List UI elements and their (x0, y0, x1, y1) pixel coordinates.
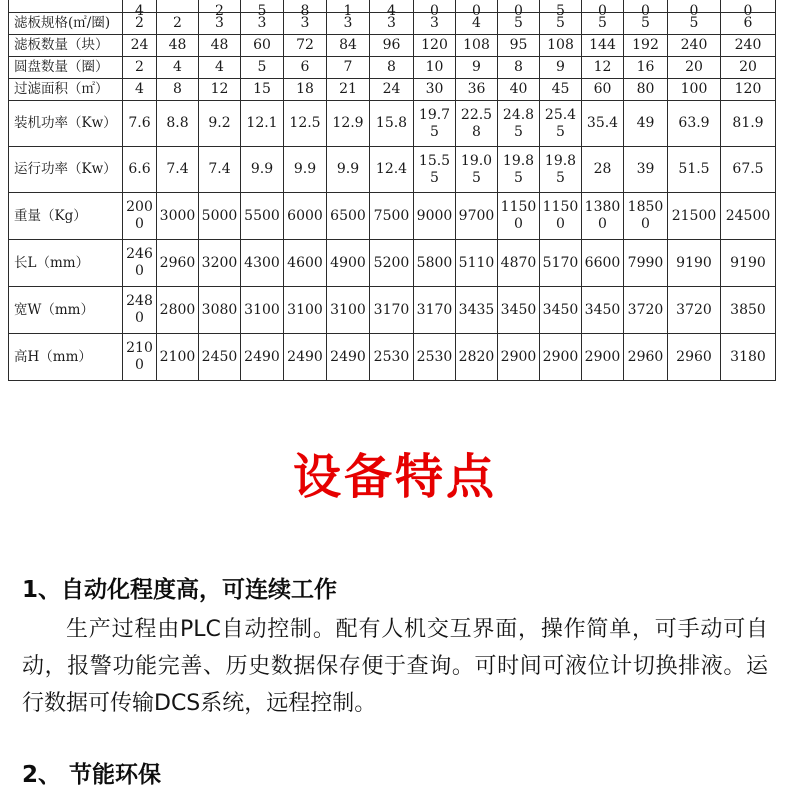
spec-cell: 24 (123, 35, 157, 57)
spec-row-label: 重量（Kg） (9, 193, 123, 240)
spec-cell: 4 (123, 79, 157, 101)
spec-cell: 4 (157, 57, 199, 79)
spec-cell: 8.8 (157, 101, 199, 147)
spec-cell: 7.6 (123, 101, 157, 147)
spec-cell: 35.4 (582, 101, 624, 147)
spec-cell: 5500 (241, 193, 284, 240)
spec-cell: 21500 (668, 193, 721, 240)
spec-row-label: 宽W（mm） (9, 287, 123, 334)
features-title: 设备特点 (292, 449, 497, 505)
spec-row-label: 装机功率（Kw） (9, 101, 123, 147)
spec-cell: 21 (327, 79, 370, 101)
feature-item-automation (22, 575, 768, 722)
spec-cell-clipped: 8 (284, 0, 327, 13)
spec-cell: 2480 (123, 287, 157, 334)
spec-row-label: 高H（mm） (9, 334, 123, 381)
spec-cell: 3450 (540, 287, 582, 334)
spec-cell: 12.4 (370, 147, 414, 193)
spec-cell: 5 (540, 13, 582, 35)
spec-cell: 2530 (414, 334, 456, 381)
spec-cell: 5 (498, 13, 540, 35)
spec-cell: 3450 (498, 287, 540, 334)
spec-cell: 100 (668, 79, 721, 101)
spec-cell: 2100 (123, 334, 157, 381)
spec-cell: 28 (582, 147, 624, 193)
spec-cell: 19.75 (414, 101, 456, 147)
spec-cell: 7.4 (157, 147, 199, 193)
spec-cell: 20 (668, 57, 721, 79)
spec-cell: 80 (624, 79, 668, 101)
spec-cell: 3 (241, 13, 284, 35)
spec-cell: 3 (199, 13, 241, 35)
spec-cell-clipped: 5 (241, 0, 284, 13)
spec-row-label (9, 0, 123, 13)
spec-cell: 12.1 (241, 101, 284, 147)
spec-cell: 2000 (123, 193, 157, 240)
spec-cell: 3100 (284, 287, 327, 334)
spec-cell: 8 (370, 57, 414, 79)
spec-row-label: 圆盘数量（圈） (9, 57, 123, 79)
spec-cell: 3720 (624, 287, 668, 334)
spec-cell: 2820 (456, 334, 498, 381)
spec-cell-clipped: 0 (498, 0, 540, 13)
spec-cell: 19.85 (540, 147, 582, 193)
spec-cell: 6000 (284, 193, 327, 240)
spec-cell: 2490 (327, 334, 370, 381)
spec-cell: 6 (284, 57, 327, 79)
spec-cell: 12.5 (284, 101, 327, 147)
spec-table-row (9, 35, 776, 57)
spec-cell: 36 (456, 79, 498, 101)
spec-cell: 3435 (456, 287, 498, 334)
spec-cell: 240 (668, 35, 721, 57)
spec-cell: 4 (199, 57, 241, 79)
spec-cell: 9 (456, 57, 498, 79)
spec-cell: 72 (284, 35, 327, 57)
spec-cell: 9000 (414, 193, 456, 240)
spec-cell: 2900 (498, 334, 540, 381)
spec-cell-clipped: 0 (414, 0, 456, 13)
spec-cell: 2800 (157, 287, 199, 334)
spec-cell-clipped: 2 (199, 0, 241, 13)
spec-table-row (9, 57, 776, 79)
spec-cell: 96 (370, 35, 414, 57)
spec-cell: 9.9 (241, 147, 284, 193)
spec-row-label: 滤板规格(㎡/圈) (9, 13, 123, 35)
spec-cell: 4600 (284, 240, 327, 287)
spec-table-row (9, 193, 776, 240)
spec-cell: 24.85 (498, 101, 540, 147)
spec-row-label: 过滤面积（㎡） (9, 79, 123, 101)
spec-cell: 48 (157, 35, 199, 57)
spec-cell: 12.9 (327, 101, 370, 147)
spec-cell: 15.55 (414, 147, 456, 193)
spec-cell: 24500 (721, 193, 776, 240)
spec-cell: 240 (721, 35, 776, 57)
spec-table-row (9, 79, 776, 101)
spec-cell: 8 (498, 57, 540, 79)
feature-heading: 1、自动化程度高，可连续工作 (22, 577, 338, 603)
spec-cell: 2460 (123, 240, 157, 287)
spec-cell: 2 (123, 13, 157, 35)
spec-cell-clipped: 5 (540, 0, 582, 13)
spec-cell: 9.9 (284, 147, 327, 193)
spec-cell: 2490 (284, 334, 327, 381)
feature-heading: 2、 节能环保 (22, 762, 162, 788)
spec-cell: 3 (284, 13, 327, 35)
spec-cell: 40 (498, 79, 540, 101)
spec-cell: 2100 (157, 334, 199, 381)
spec-cell-clipped: 0 (456, 0, 498, 13)
spec-cell: 3100 (241, 287, 284, 334)
spec-cell: 4 (456, 13, 498, 35)
spec-cell: 5170 (540, 240, 582, 287)
spec-cell: 6.6 (123, 147, 157, 193)
spec-cell: 51.5 (668, 147, 721, 193)
spec-cell: 3 (327, 13, 370, 35)
spec-cell: 19.05 (456, 147, 498, 193)
spec-cell: 7500 (370, 193, 414, 240)
spec-cell: 3180 (721, 334, 776, 381)
spec-cell: 11500 (498, 193, 540, 240)
spec-cell: 18 (284, 79, 327, 101)
spec-cell: 13800 (582, 193, 624, 240)
spec-cell: 67.5 (721, 147, 776, 193)
spec-cell: 3200 (199, 240, 241, 287)
spec-row-label: 滤板数量（块） (9, 35, 123, 57)
spec-cell: 95 (498, 35, 540, 57)
spec-cell: 20 (721, 57, 776, 79)
spec-table-row (9, 287, 776, 334)
spec-cell-clipped: 4 (370, 0, 414, 13)
spec-cell: 45 (540, 79, 582, 101)
spec-cell: 5110 (456, 240, 498, 287)
spec-cell: 2900 (540, 334, 582, 381)
spec-cell: 2490 (241, 334, 284, 381)
spec-cell-clipped (157, 0, 199, 13)
spec-cell: 9.9 (327, 147, 370, 193)
spec-row-label: 长L（mm） (9, 240, 123, 287)
spec-cell: 6 (721, 13, 776, 35)
spec-cell: 2900 (582, 334, 624, 381)
spec-cell: 24 (370, 79, 414, 101)
spec-cell: 2960 (624, 334, 668, 381)
spec-cell: 19.85 (498, 147, 540, 193)
spec-cell: 5000 (199, 193, 241, 240)
features-section (22, 575, 768, 790)
spec-cell-clipped: 1 (327, 0, 370, 13)
spec-cell: 3 (370, 13, 414, 35)
spec-cell: 3170 (370, 287, 414, 334)
spec-cell: 12 (582, 57, 624, 79)
spec-cell: 9.2 (199, 101, 241, 147)
spec-cell: 2960 (668, 334, 721, 381)
spec-cell: 2450 (199, 334, 241, 381)
spec-cell: 84 (327, 35, 370, 57)
spec-cell: 5 (624, 13, 668, 35)
spec-cell: 5200 (370, 240, 414, 287)
spec-table-row (9, 101, 776, 147)
spec-cell: 7990 (624, 240, 668, 287)
spec-cell: 22.58 (456, 101, 498, 147)
spec-cell: 3100 (327, 287, 370, 334)
spec-cell: 15 (241, 79, 284, 101)
spec-cell: 39 (624, 147, 668, 193)
spec-table-clipped-row (9, 0, 776, 13)
spec-cell: 120 (414, 35, 456, 57)
spec-cell: 9190 (668, 240, 721, 287)
spec-cell: 4870 (498, 240, 540, 287)
spec-cell: 5800 (414, 240, 456, 287)
spec-cell: 60 (241, 35, 284, 57)
spec-cell: 25.45 (540, 101, 582, 147)
spec-cell: 60 (582, 79, 624, 101)
feature-body: 生产过程由PLC自动控制。配有人机交互界面，操作简单，可手动可自动，报警功能完善、历史数据保存便于查询。可时间可液位计切换排液。运行数据可传输DCS系统，远程控制。 (22, 617, 768, 716)
spec-cell: 5 (668, 13, 721, 35)
spec-cell: 18500 (624, 193, 668, 240)
spec-cell: 8 (157, 79, 199, 101)
spec-cell: 3720 (668, 287, 721, 334)
spec-cell: 3000 (157, 193, 199, 240)
spec-cell: 15.8 (370, 101, 414, 147)
spec-table-row (9, 13, 776, 35)
spec-cell: 9190 (721, 240, 776, 287)
spec-cell: 2 (157, 13, 199, 35)
spec-table (8, 0, 776, 381)
spec-cell: 5 (241, 57, 284, 79)
spec-table-row (9, 240, 776, 287)
spec-cell: 120 (721, 79, 776, 101)
spec-cell: 9700 (456, 193, 498, 240)
spec-cell: 49 (624, 101, 668, 147)
spec-cell: 30 (414, 79, 456, 101)
spec-cell: 2530 (370, 334, 414, 381)
spec-row-label: 运行功率（Kw） (9, 147, 123, 193)
spec-cell: 48 (199, 35, 241, 57)
spec-cell: 4300 (241, 240, 284, 287)
spec-cell: 3 (414, 13, 456, 35)
spec-cell: 10 (414, 57, 456, 79)
feature-item-eco (22, 760, 768, 790)
spec-cell: 12 (199, 79, 241, 101)
spec-cell: 6600 (582, 240, 624, 287)
spec-cell-clipped: 0 (721, 0, 776, 13)
spec-cell: 144 (582, 35, 624, 57)
spec-cell: 4900 (327, 240, 370, 287)
spec-cell-clipped: 0 (582, 0, 624, 13)
spec-cell: 6500 (327, 193, 370, 240)
spec-cell: 108 (456, 35, 498, 57)
spec-cell: 63.9 (668, 101, 721, 147)
spec-table-row (9, 334, 776, 381)
spec-cell: 108 (540, 35, 582, 57)
spec-cell: 16 (624, 57, 668, 79)
spec-cell: 5 (582, 13, 624, 35)
spec-cell: 7.4 (199, 147, 241, 193)
spec-cell: 3080 (199, 287, 241, 334)
spec-table-row (9, 147, 776, 193)
spec-cell: 7 (327, 57, 370, 79)
spec-cell: 3850 (721, 287, 776, 334)
spec-cell-clipped: 0 (624, 0, 668, 13)
spec-cell: 3170 (414, 287, 456, 334)
spec-cell: 11500 (540, 193, 582, 240)
spec-cell: 3450 (582, 287, 624, 334)
spec-cell: 81.9 (721, 101, 776, 147)
spec-cell: 2 (123, 57, 157, 79)
spec-cell: 192 (624, 35, 668, 57)
spec-cell-clipped: 4 (123, 0, 157, 13)
spec-cell: 9 (540, 57, 582, 79)
spec-cell-clipped: 0 (668, 0, 721, 13)
spec-table-body (9, 0, 776, 381)
spec-cell: 2960 (157, 240, 199, 287)
